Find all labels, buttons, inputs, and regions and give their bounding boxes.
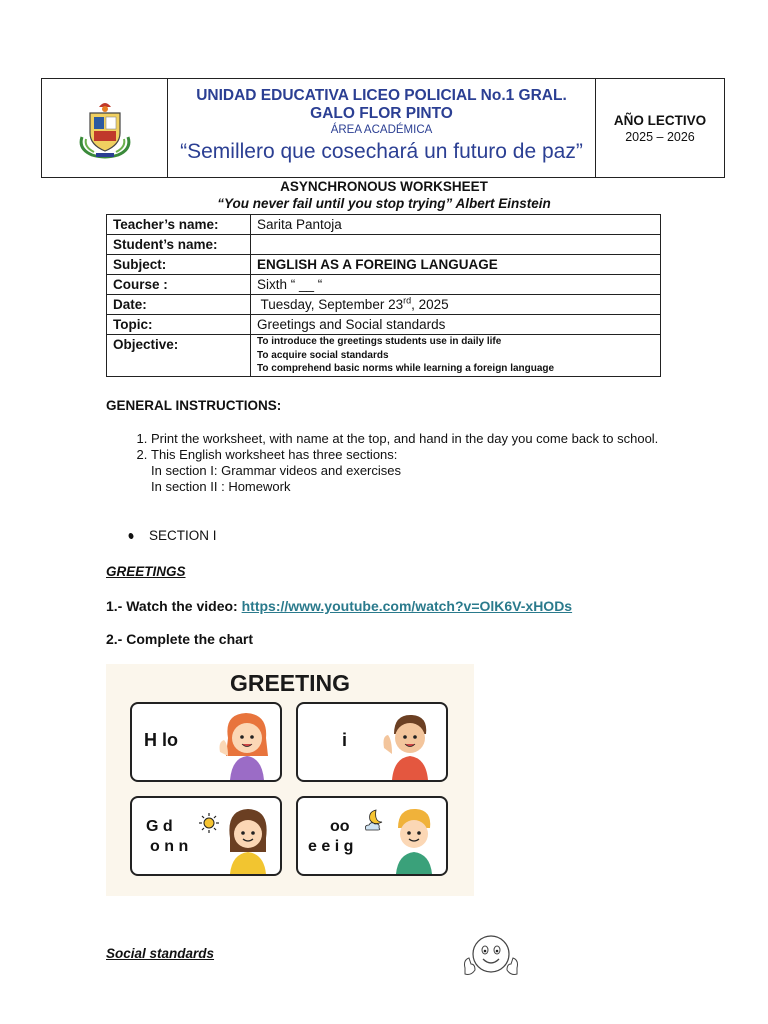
school-header [41, 78, 725, 178]
date-ordinal: rd [403, 295, 412, 306]
school-motto: “Semillero que cosechará un futuro de paz” [180, 140, 583, 163]
info-table [106, 214, 661, 377]
instruction-text: This English worksheet has three sections: [151, 447, 398, 462]
school-year-cell [596, 79, 724, 177]
greeting-card-good-morning [130, 796, 282, 876]
logo-cell [42, 79, 168, 177]
instructions-list [106, 431, 661, 495]
card-text: o n n [150, 838, 189, 855]
watch-label: 1.- Watch the video: [106, 598, 242, 614]
boy-icon [384, 802, 444, 874]
school-info [168, 79, 596, 177]
date-main: Tuesday, September 23 [257, 297, 404, 312]
school-name-line1: UNIDAD EDUCATIVA LICEO POLICIAL No.1 GRAL. [196, 87, 567, 104]
teacher-value: Sarita Pantoja [251, 215, 661, 235]
table-row [107, 215, 661, 235]
watch-video-line [106, 598, 572, 614]
card-text: H lo [144, 730, 178, 750]
instruction-subitem: In section I: Grammar videos and exercises [151, 463, 401, 478]
girl-icon [218, 802, 278, 874]
social-standards-heading: Social standards [106, 946, 215, 961]
school-year-value: 2025 – 2026 [625, 129, 695, 144]
teacher-label: Teacher’s name: [107, 215, 251, 235]
instruction-subitem: In section II : Homework [151, 479, 291, 494]
worksheet-quote: “You never fail until you stop trying” Albert Einstein [217, 196, 551, 211]
topic-label: Topic: [107, 315, 251, 335]
course-label: Course : [107, 275, 251, 295]
card-text: oo [330, 818, 350, 835]
subject-value: ENGLISH AS A FOREING LANGUAGE [251, 255, 661, 275]
table-row [107, 335, 661, 377]
table-row [107, 255, 661, 275]
objective-item: To introduce the greetings students use in daily life [257, 336, 502, 347]
worksheet-title: ASYNCHRONOUS WORKSHEET [280, 179, 488, 194]
bullet-icon [128, 533, 135, 540]
subject-label: Subject: [107, 255, 251, 275]
section-heading [128, 528, 217, 543]
date-year: , 2025 [411, 297, 449, 312]
objective-value [251, 335, 661, 377]
objective-item: To comprehend basic norms while learning a foreign language [257, 363, 555, 374]
instruction-item [151, 431, 661, 447]
school-name-line2: GALO FLOR PINTO [310, 105, 453, 122]
sun-icon [198, 812, 220, 834]
school-crest-icon [74, 97, 136, 159]
table-row [107, 275, 661, 295]
card-text: e e i g [308, 838, 354, 855]
smiley-thumbs-up-icon [461, 930, 521, 980]
video-link[interactable]: https://www.youtube.com/watch?v=OlK6V-xHODs [241, 598, 573, 614]
greeting-chart-image [106, 664, 474, 896]
instruction-text: Print the worksheet, with name at the top, and hand in the day you come back to school. [151, 431, 659, 446]
table-row [107, 235, 661, 255]
school-name [168, 87, 595, 123]
boy-waving-icon [378, 708, 442, 780]
date-value [251, 295, 661, 315]
girl-waving-icon [216, 708, 278, 780]
greeting-card-good-evening [296, 796, 448, 876]
instruction-item [151, 447, 661, 495]
school-year-label: AÑO LECTIVO [613, 112, 707, 128]
moon-cloud-icon [362, 808, 386, 832]
greeting-card-hi [296, 702, 448, 782]
student-value[interactable] [251, 235, 661, 255]
student-label: Student’s name: [107, 235, 251, 255]
complete-chart-instruction: 2.- Complete the chart [106, 631, 254, 647]
topic-value: Greetings and Social standards [251, 315, 661, 335]
objective-item: To acquire social standards [257, 349, 389, 361]
chart-title: GREETING [229, 670, 351, 696]
greeting-card-hello [130, 702, 282, 782]
table-row [107, 315, 661, 335]
section-label: SECTION I [149, 528, 217, 543]
course-value: Sixth “ __ “ [251, 275, 661, 295]
academic-area: ÁREA ACADÉMICA [330, 124, 433, 136]
general-instructions-heading: GENERAL INSTRUCTIONS: [106, 398, 282, 413]
card-text: i [342, 730, 348, 750]
objective-label: Objective: [107, 335, 251, 377]
table-row [107, 295, 661, 315]
date-label: Date: [107, 295, 251, 315]
card-text: G d [146, 818, 173, 835]
greetings-heading: GREETINGS [106, 564, 186, 579]
